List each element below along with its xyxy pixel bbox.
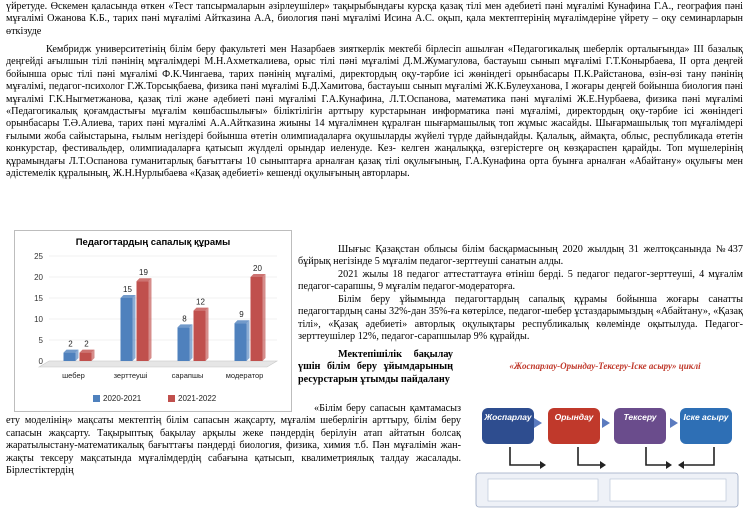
bar xyxy=(137,281,149,361)
bar xyxy=(251,277,263,361)
paragraph-researchers: Шығыс Қазақстан облысы білім басқармасының 2020 жылдың 31 желтоқсанында №437 бұйрық негізінде 5 мұғалім педагог-зерттеуші санатын алды. xyxy=(298,244,743,268)
data-label: 2 xyxy=(84,339,89,349)
stage-plan-label: Жоспарлау xyxy=(484,412,532,422)
paragraph-creative-group: Кембридж университетінің білім беру факультеті мен Назарбаев зияткерлік мектебі бірлесіп ашылған «Педагогикалық шеберлік орталығында» III базалық деңгейді ағылшын тілі пәнінің мұғалімдері М.Н.Ахметкалиева, орыс тілі пәні мұғалімі Д.М.Жумагулова, бастауыш сынып мұғалімі Г.Т.Конырбаева, II орта деңгей бойынша орыс тілі пәні мұғалімі Ф.К.Чингаева, тарих пәнінің мұғалімі, директордың оқу-тәрбие ісі жөніндегі орынбасары П.К.Райстанова, өзін-өзі тану пәнінің мұғалімі, педагог-психолог Г.Ж.Торсықбаева, физика пәні мұғалімі Б.Д.Хамитова, бастауыш сынып мұғалімі Ж.К.Булеуханова, I жоғары деңгей бойынша биология пәні мұғалімі Г.К.Ныгметжанова, қазақ тілі және әдебиеті пәні мұғалімі Г.А.Кунафина, Л.Т.Оспанова, математика пәні мұғалімі Ж.Е.Нурбаева, физика пәні мұғалімі «Педагогикалық қоғамдастығы мұғалім көшбасшылығы» біліктілігін арттыру курстарынан информатика пәні мұғалімі, директордың оқу-тәрбие ісі жөніндегі орынбасары Т.Ә.Алиева, тарих пәні мұғалімі А.А.Айтказина жиыны 14 мұғалімнен құралған шығармашылық топ жұмыс жасайды. Шығармашылық топ мұғалімдері ғылыми жоба сайыстарына, ғылым негіздері бойынша өтетін олимпиадаларға оқушыларды жүйелі түрде дайындайды. Қалалық, аймақта, облыс, республикада өтетін конкурстар, фестивальдер, олимпиадаларға қатысып жүлделі орындар иеленуде. Кез- келген жаңалыққа, өзгерістерге оң көзқараспен қарайды. Топ мүшелерінің құрамындағы Л.Т.Оспанова гуманитарлық бағыттағы 10 сыныптарға арналған қазақ тілі оқулығының, Г.А.Кунафина орта буынға арналған «Абайтану» оқулығы мен әдістемелік құралының, Ж.Н.Нурлыбаева «Қазақ әдебиеті» кешенді оқулығының авторлары. xyxy=(6,44,743,180)
bar-side xyxy=(247,320,250,361)
bar-side xyxy=(206,308,209,361)
bar-side xyxy=(149,278,152,361)
quality-chart xyxy=(14,230,292,412)
bar xyxy=(64,353,76,361)
stage-act xyxy=(680,408,732,444)
bar xyxy=(194,311,206,361)
paragraph-intro: үйретуде. Өскемен қаласында өткен «Тест тапсырмаларын әзірлеушілер» тақырыбындағы курсқа қазақ тілі мен әдебиеті пәні мұғалімі Кунафина Г.А., география пәні мұғалімі Ожанова К.Б., тарих пәні мұғалімі Айтказина А.А, биология пәні мұғалімі Исина А.С. оқып, қала мектептерінің мұғалімдеріне үйрету – оқу семинарларын өткізуде xyxy=(6,1,743,37)
stage-plan xyxy=(482,408,534,444)
y-tick-label: 25 xyxy=(34,252,43,261)
stage-check xyxy=(614,408,666,444)
stage-check-label: Тексеру xyxy=(623,412,657,422)
y-tick-label: 5 xyxy=(38,336,43,345)
y-tick-label: 15 xyxy=(34,294,43,303)
paragraph-quality: Білім беру ұйымында педагогтардың сапалық құрамы бойынша жоғары санатты педагогтардың саны 32%-дан 35%-ға көтерілсе, педагог-шебер ұстаздарымыздың «Абайтану», «Қазақ тілі», «Қазақ әдебиеті» авторлық оқулықтары республикалық көлемінде оқытылуда. Педагог-зерттеушілер 12%, педагог-сарапшылар 9% құрайды. xyxy=(298,294,743,343)
data-label: 8 xyxy=(182,314,187,324)
legend-swatch xyxy=(168,395,175,402)
bar xyxy=(178,327,190,361)
paragraph-model: «Білім беру сапасын қамтамасыз ету моделінің» мақсаты мектептің білім сапасын жақсарту, мұғалім шеберлігін арттыру, білім беру сапасын жақсарту. Тақырыптық бақылау арқылы жеке пәндердің берілуін атап айтатын болсақ жаратылыстану-математикалық бағыттағы пәндерді биология, физика, химия т.б. Пән мұғалімін жан-жақты тексеру мақсатында мұғалімдердің сабағына қатысып, квалиметриялық талдау жасалады. Бірлестіктердің xyxy=(6,403,461,477)
chart-title: Педагогтардың сапалық құрамы xyxy=(75,237,231,248)
category-label: сарапшы xyxy=(171,371,204,380)
chart-svg xyxy=(15,231,291,411)
legend-swatch xyxy=(93,395,100,402)
bar xyxy=(121,298,133,361)
data-label: 2 xyxy=(68,339,73,349)
data-label: 15 xyxy=(123,285,132,294)
chart-floor xyxy=(39,361,277,367)
bar-side xyxy=(263,274,266,361)
y-tick-label: 20 xyxy=(34,273,43,282)
paragraph-attestation: 2021 жылы 18 педагог аттестаттауға өтініш берді. 5 педагог педагог-зерттеуші, 4 мұғалім педагог-сарапшы, 9 мұғалім педагог-модераторға. xyxy=(298,269,743,293)
data-label: 20 xyxy=(253,264,262,273)
bar-side xyxy=(190,324,193,361)
bar-side xyxy=(133,295,136,361)
legend-label: 2020-2021 xyxy=(103,394,142,403)
data-label: 9 xyxy=(239,310,244,320)
cycle-title: «Жоспарлау-Орындау-Тексеру-Іске асыру» циклі xyxy=(509,361,701,371)
stage-do xyxy=(548,408,600,444)
category-label: модератор xyxy=(225,371,264,380)
category-label: шебер xyxy=(62,371,85,380)
section-heading: Мектепішілік бақылау үшін білім беру ұйымдарының ресурстарын ұтымды пайдалану xyxy=(298,349,453,385)
stage-do-label: Орындау xyxy=(554,412,594,422)
y-tick-label: 10 xyxy=(34,315,43,324)
category-label: зерттеуші xyxy=(113,371,148,380)
bar xyxy=(80,353,92,361)
y-tick-label: 0 xyxy=(38,357,43,366)
bar xyxy=(235,323,247,361)
data-label: 12 xyxy=(196,297,205,307)
data-label: 19 xyxy=(139,268,148,278)
stage-act-label: Іске асыру xyxy=(683,412,729,422)
legend-label: 2021-2022 xyxy=(178,394,217,403)
